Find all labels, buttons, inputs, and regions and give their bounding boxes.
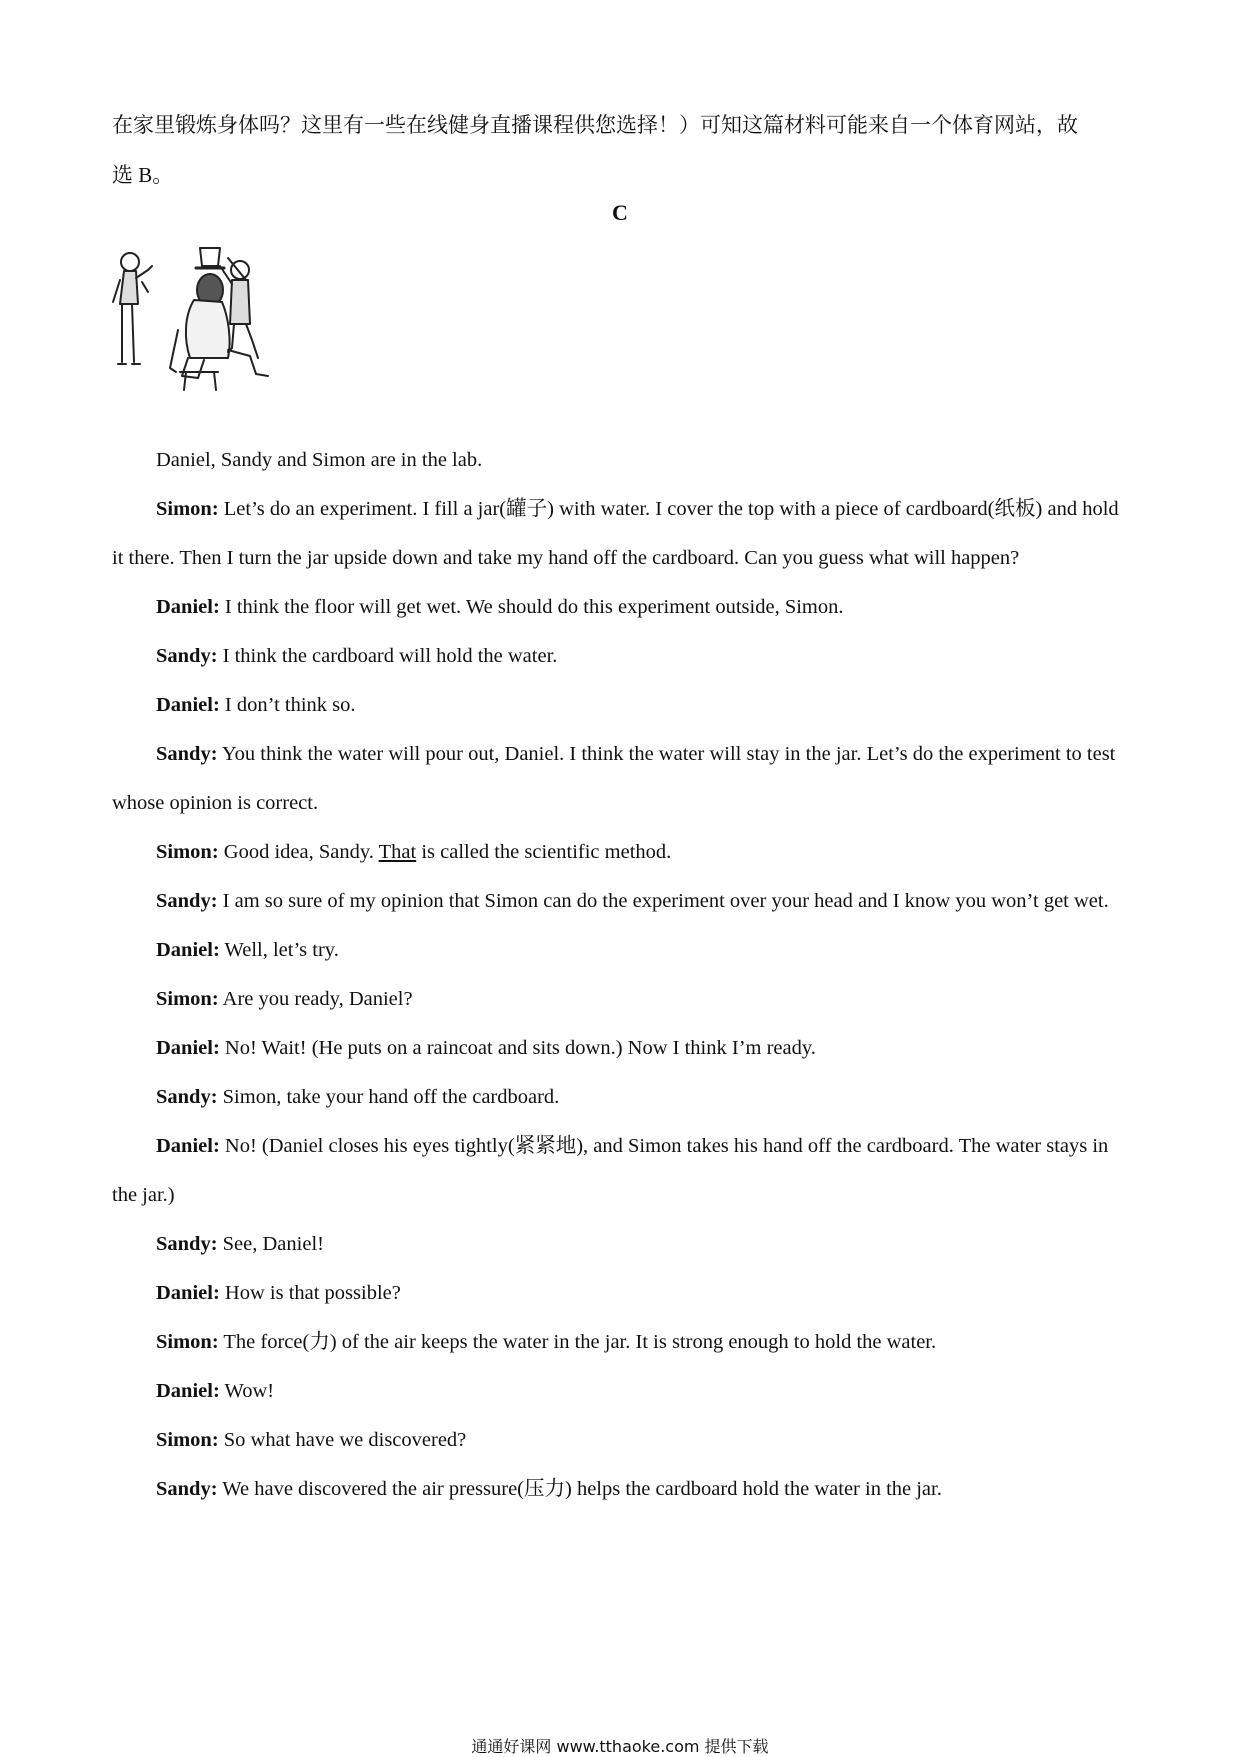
- dialogue-line: [112, 1024, 1126, 1073]
- dialogue-text: Let’s do an experiment. I fill a jar(罐子) with water. I cover the top with a piece of cardboard(纸板) and hold it there. Then I turn the jar upside down and take my hand off the cardboard. Can you guess what will happen?: [112, 498, 1119, 569]
- dialogue-text-after: is called the scientific method.: [416, 841, 672, 863]
- dialogue-text: I am so sure of my opinion that Simon can do the experiment over your head and I know you won’t get wet.: [217, 890, 1109, 912]
- underlined-word: That: [378, 841, 417, 863]
- dialogue-line: [112, 1220, 1126, 1269]
- dialogue-text: The force(力) of the air keeps the water in the jar. It is strong enough to hold the water.: [218, 1331, 937, 1353]
- dialogue-line: [112, 1318, 1126, 1367]
- speaker-name: Simon:: [156, 1429, 219, 1451]
- dialogue-line: [112, 1416, 1126, 1465]
- speaker-name: Sandy:: [156, 890, 218, 912]
- dialogue: [112, 436, 1126, 1514]
- section-heading: C: [612, 200, 628, 225]
- footer-watermark: 通通好课网 www.tthaoke.com 提供下载: [471, 1737, 769, 1756]
- dialogue-line: [112, 632, 1126, 681]
- speaker-name: Simon:: [156, 841, 219, 863]
- dialogue-line: [112, 1465, 1126, 1514]
- dialogue-text: Simon, take your hand off the cardboard.: [217, 1086, 560, 1108]
- narration: [112, 436, 1126, 485]
- speaker-name: Simon:: [156, 1331, 219, 1353]
- dialogue-text: Well, let’s try.: [219, 939, 339, 961]
- dialogue-line: [112, 681, 1126, 730]
- dialogue-text: So what have we discovered?: [218, 1429, 467, 1451]
- dialogue-text: How is that possible?: [219, 1282, 401, 1304]
- dialogue-line: [112, 926, 1126, 975]
- dialogue-text: See, Daniel!: [217, 1233, 324, 1255]
- seated-figure-daniel: [170, 274, 268, 390]
- dialogue-text: No! Wait! (He puts on a raincoat and sits down.) Now I think I’m ready.: [219, 1037, 816, 1059]
- dialogue-line: [112, 1367, 1126, 1416]
- speaker-name: Sandy:: [156, 743, 218, 765]
- dialogue-text: Good idea, Sandy.: [218, 841, 379, 863]
- dialogue-line: [112, 1073, 1126, 1122]
- dialogue-line: [112, 877, 1126, 926]
- dialogue-text: I think the floor will get wet. We should do this experiment outside, Simon.: [219, 596, 844, 618]
- dialogue-line: [112, 1122, 1126, 1220]
- intro-line-2: 选 B。: [112, 163, 174, 187]
- dialogue-text: You think the water will pour out, Daniel. I think the water will stay in the jar. Let’s do the experiment to test whose opinion is correct.: [112, 743, 1116, 814]
- speaker-name: Daniel:: [156, 939, 220, 961]
- speaker-name: Daniel:: [156, 1135, 220, 1157]
- dialogue-line: [112, 975, 1126, 1024]
- speaker-name: Sandy:: [156, 645, 218, 667]
- dialogue-line: [112, 730, 1126, 828]
- speaker-name: Sandy:: [156, 1478, 218, 1500]
- dialogue-text: I think the cardboard will hold the water.: [217, 645, 558, 667]
- dialogue-text: We have discovered the air pressure(压力) helps the cardboard hold the water in the jar.: [217, 1478, 942, 1500]
- dialogue-text: No! (Daniel closes his eyes tightly(紧紧地), and Simon takes his hand off the cardboard. The water stays in the jar.): [112, 1135, 1109, 1206]
- speaker-name: Sandy:: [156, 1233, 218, 1255]
- speaker-name: Daniel:: [156, 1282, 220, 1304]
- dialogue-text: Are you ready, Daniel?: [218, 988, 413, 1010]
- dialogue-line: [112, 1269, 1126, 1318]
- speaker-name: Daniel:: [156, 1037, 220, 1059]
- speaker-name: Simon:: [156, 498, 219, 520]
- intro-line-1: 在家里锻炼身体吗？这里有一些在线健身直播课程供您选择！）可知这篇材料可能来自一个体育网站，故: [112, 113, 1078, 137]
- intro-text: [112, 100, 1122, 200]
- speaker-name: Daniel:: [156, 694, 220, 716]
- dialogue-line: [112, 828, 1126, 877]
- dialogue-line: [112, 485, 1126, 583]
- dialogue-text: I don’t think so.: [219, 694, 356, 716]
- dialogue-line: [112, 583, 1126, 632]
- experiment-illustration: [108, 240, 308, 420]
- speaker-name: Daniel:: [156, 596, 220, 618]
- speaker-name: Sandy:: [156, 1086, 218, 1108]
- dialogue-text: Wow!: [219, 1380, 275, 1402]
- standing-figure-sandy: [113, 253, 152, 364]
- narration-text: Daniel, Sandy and Simon are in the lab.: [156, 449, 483, 471]
- speaker-name: Simon:: [156, 988, 219, 1010]
- speaker-name: Daniel:: [156, 1380, 220, 1402]
